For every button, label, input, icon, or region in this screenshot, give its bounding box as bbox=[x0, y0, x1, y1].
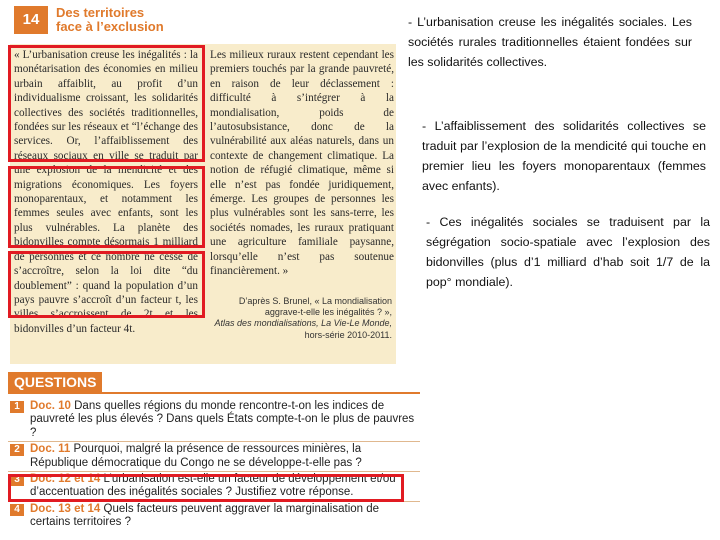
quote-right-column: Les milieux ruraux restent cependant les premiers touchés par la grande pauvreté, en raison de leur déclassement : difficulté à s’intégrer à la mondialisation, poids de l’autosubsistance, donc de la vulnérabilité aux aléas naturels, dans un contexte de changement climatique. La notion de réfugié climatique, même si elle n’est pas fondée juridiquement, émerge. Les groupes de personnes les plus vulnérables sont les sans-terre, les sociétés nomades, les ruraux pratiquant une agriculture familiale paysanne, lorsqu’elle n’est pas soutenue financièrement. » bbox=[210, 49, 394, 278]
highlight-box-urbanisation bbox=[8, 45, 205, 162]
question-item bbox=[8, 400, 420, 440]
question-list bbox=[8, 400, 420, 533]
note-segregation: - Ces inégalités sociales se traduisent par la ségrégation socio-spatiale avec l’explosion des bidonvilles (plus d’1 milliard d’hab soit 1/7 de la pop° mondiale). bbox=[426, 215, 710, 289]
question-text bbox=[30, 400, 420, 440]
questions-divider bbox=[8, 392, 420, 394]
question-body: Quels facteurs peuvent aggraver la marginalisation de certains territoires ? bbox=[30, 502, 380, 529]
question-item bbox=[8, 443, 420, 470]
note-urbanisation: - L’urbanisation creuse les inégalités sociales. Les sociétés rurales traditionnelles étaient fondées sur les solidarités collectives. bbox=[408, 15, 692, 69]
document-number-badge: 14 bbox=[14, 6, 48, 34]
document-title-line2: face à l’exclusion bbox=[56, 19, 164, 34]
question-doc-ref: Doc. 13 et 14 bbox=[30, 502, 101, 515]
highlight-box-mendicite bbox=[8, 166, 205, 248]
document-title-line1: Des territoires bbox=[56, 5, 145, 20]
source-line: Atlas des mondialisations, La Vie-Le Monde, bbox=[214, 318, 392, 329]
highlight-box-bidonvilles bbox=[8, 251, 205, 318]
question-doc-ref: Doc. 12 et 14 bbox=[30, 473, 101, 486]
question-number: 4 bbox=[10, 504, 24, 516]
document-header bbox=[0, 0, 420, 44]
question-body: Dans quelles régions du monde rencontre-t-on les indices de pauvreté les plus élevés ? Dans quels États compte-t-on le plus de pauvres ? bbox=[30, 400, 415, 439]
source-line: aggrave-t-elle les inégalités ? », bbox=[264, 307, 392, 318]
document-title bbox=[56, 6, 256, 34]
highlight-box-question-3 bbox=[8, 474, 404, 502]
question-doc-ref: Doc. 10 bbox=[30, 400, 71, 412]
question-separator bbox=[8, 471, 420, 472]
source-citation bbox=[210, 296, 392, 341]
question-separator bbox=[8, 441, 420, 442]
question-number: 3 bbox=[10, 474, 24, 486]
question-number: 1 bbox=[10, 401, 24, 413]
question-text bbox=[30, 443, 420, 470]
question-item bbox=[8, 503, 420, 530]
source-line: hors-série 2010-2011. bbox=[304, 329, 392, 340]
questions-heading: QUESTIONS bbox=[8, 372, 102, 392]
question-text bbox=[30, 503, 420, 530]
question-number: 2 bbox=[10, 444, 24, 456]
notes-panel bbox=[408, 0, 712, 540]
question-body: Pourquoi, malgré la présence de ressources minières, la République démocratique du Congo ne se développe-t-elle pas ? bbox=[30, 443, 362, 469]
note-solidarites: - L’affaiblissement des solidarités collectives se traduit par l’explosion de la mendicité qui touche en premier lieu les foyers monoparentaux (femmes avec enfants). bbox=[422, 119, 706, 193]
source-line: D’après S. Brunel, « La mondialisation bbox=[238, 296, 392, 306]
quote-left-column: « L’urbanisation creuse les inégalités : la monétarisation des économies en milieu urbain affaiblit, au profit d’un individualisme croissant, les solidarités collectives des sociétés traditionnelles, fondées sur les réseaux et “l’échange des services. Or, l’affaiblissement des réseaux sociaux en ville se traduit par une explosion de la mendicité et des migrations économiques. Les foyers monoparentaux, et notamment les femmes seules avec enfants, sont les plus vulnérables. La planète des bidonvilles compte désormais 1 milliard de personnes et ce nombre ne cesse de s’accroître, selon la loi dite “du doublement” : quand la population d’un pays pauvre s’accroît d’un facteur t, les villes s’accroissent de 2t et les bidonvilles d’un facteur 4t. bbox=[14, 49, 198, 335]
question-body: L’urbanisation est-elle un facteur de développement et/ou d’accentuation des inégalités sociales ? Justifiez votre réponse. bbox=[30, 473, 396, 499]
question-doc-ref: Doc. 11 bbox=[30, 443, 71, 456]
